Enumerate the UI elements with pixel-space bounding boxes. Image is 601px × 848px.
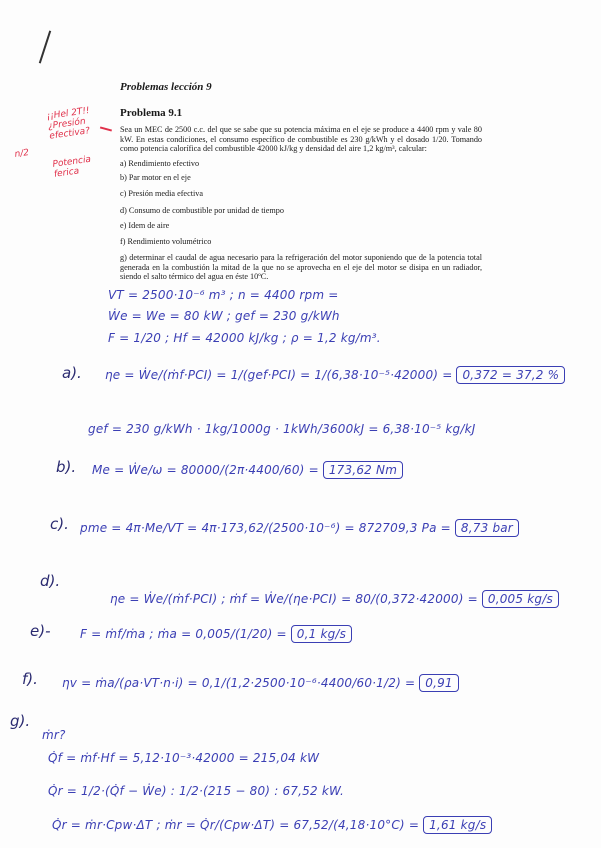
problem-title: Problema 9.1 xyxy=(120,107,183,119)
hw-answer-a xyxy=(105,368,565,382)
item-b: b) Par motor en el eje xyxy=(120,173,191,182)
red-annotation-potencia: Potencia ferica xyxy=(52,154,92,180)
item-f: f) Rendimiento volumétrico xyxy=(120,237,212,246)
hw-answer-f xyxy=(62,676,459,690)
hw-expr: ηv = ṁa/(ρa·VT·n·i) = 0,1/(1,2·2500·10⁻⁶·4400/60·1/2) = xyxy=(62,676,416,690)
hw-result: 0,372 = 37,2 % xyxy=(456,366,565,384)
hw-gef-line: gef = 230 g/kWh · 1kg/1000g · 1kWh/3600kJ = 6,38·10⁻⁵ kg/kJ xyxy=(88,422,476,436)
hw-expr: ηe = Ẇe/(ṁf·PCI) ; ṁf = Ẇe/(ηe·PCI) = 80/(0,372·42000) = xyxy=(110,592,478,606)
red-annotation-title: ¡¡Hel 2T!! ¿Presión efectiva? xyxy=(46,105,91,142)
hw-expr: ηe = Ẇe/(ṁf·PCI) = 1/(gef·PCI) = 1/(6,38·10⁻⁵·42000) = xyxy=(105,368,453,382)
hw-expr: F = ṁf/ṁa ; ṁa = 0,005/(1/20) = xyxy=(80,627,287,641)
hw-answer-e xyxy=(80,627,352,641)
item-a: a) Rendimiento efectivo xyxy=(120,159,200,168)
hw-label-e: e)- xyxy=(30,622,51,640)
hw-answer-b xyxy=(92,463,403,477)
hw-label-b: b). xyxy=(56,458,77,476)
hw-expr: Q̇r = ṁr·Cpw·ΔT ; ṁr = Q̇r/(Cpw·ΔT) = 67,52/(4,18·10°C) = xyxy=(52,818,420,832)
hw-result: 0,1 kg/s xyxy=(291,625,352,643)
hw-g-line1: Q̇f = ṁf·Hf = 5,12·10⁻³·42000 = 215,04 kW xyxy=(48,751,320,765)
hw-g-line3 xyxy=(52,818,492,832)
hw-result: 0,005 kg/s xyxy=(482,590,559,608)
red-annotation-n2: n/2 xyxy=(14,147,30,160)
hw-label-f: f). xyxy=(22,670,38,688)
hw-label-g: g). xyxy=(10,712,31,730)
hw-g-question: ṁr? xyxy=(42,728,66,742)
hw-data-line: F = 1/20 ; Hf = 42000 kJ/kg ; ρ = 1,2 kg/m³. xyxy=(108,331,381,345)
hw-answer-c xyxy=(80,521,519,535)
hw-result: 173,62 Nm xyxy=(323,461,403,479)
hw-g-line2: Q̇r = 1/2·(Q̇f − Ẇe) : 1/2·(215 − 80) : 67,52 kW. xyxy=(48,784,345,798)
hw-label-d: d). xyxy=(40,572,61,590)
hw-data-line: VT = 2500·10⁻⁶ m³ ; n = 4400 rpm = xyxy=(108,288,339,302)
item-g: g) determinar el caudal de agua necesario para la refrigeración del motor suponiendo que de la potencia total generada en la combustión la mitad de la que no se aprovecha en el eje del motor se disipa en un radiador, siendo el salto térmico del agua en éste 10ºC. xyxy=(120,253,482,281)
hw-expr: pme = 4π·Me/VT = 4π·173,62/(2500·10⁻⁶) = 872709,3 Pa = xyxy=(80,521,451,535)
hw-label-c: c). xyxy=(50,515,69,533)
item-e: e) Idem de aire xyxy=(120,221,170,230)
hw-result: 1,61 kg/s xyxy=(423,816,492,834)
hw-expr: Me = Ẇe/ω = 80000/(2π·4400/60) = xyxy=(92,463,319,477)
hw-data-line: Ẇe = We = 80 kW ; gef = 230 g/kWh xyxy=(108,309,340,323)
hw-label-a: a). xyxy=(62,364,82,382)
red-arrow-icon xyxy=(100,126,112,131)
hw-result: 0,91 xyxy=(419,674,459,692)
pen-stroke-mark xyxy=(39,31,51,64)
problem-statement: Sea un MEC de 2500 c.c. del que se sabe que su potencia máxima en el eje se produce a 4400 rpm y vale 80 kW. En estas condiciones, el consumo específico de combustible es 230 g/kWh y el dosado 1/20. Tomando como potencia calorífica del combustible 42000 kJ/kg y densidad del aire 1,2 kg/m³, calcular: xyxy=(120,125,482,153)
hw-answer-d xyxy=(110,592,559,606)
hw-result: 8,73 bar xyxy=(455,519,519,537)
item-c: c) Presión media efectiva xyxy=(120,189,203,198)
page-heading: Problemas lección 9 xyxy=(120,81,212,93)
item-d: d) Consumo de combustible por unidad de tiempo xyxy=(120,206,284,215)
